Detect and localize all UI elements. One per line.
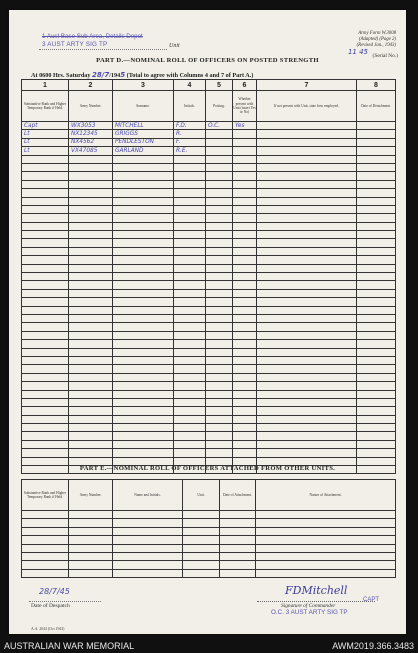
table-row <box>22 331 396 339</box>
table-cell <box>206 130 233 138</box>
table-row <box>22 373 396 381</box>
table-cell <box>233 147 257 155</box>
table-row <box>22 163 396 171</box>
table-row <box>22 281 396 289</box>
col-rank-header: Substantive Rank and Higher Temporary Rank if Held. <box>22 91 69 122</box>
serial-label: (Serial No.) <box>372 53 398 59</box>
table-cell <box>357 122 396 130</box>
table-row <box>22 544 396 552</box>
table-row <box>22 340 396 348</box>
col-initials-header: Initials. <box>174 91 206 122</box>
struck-depot-stamp: 1 Aust Base Sub Area, Details Depot <box>42 33 143 40</box>
table-row <box>22 424 396 432</box>
table-cell <box>257 147 357 155</box>
table-cell <box>233 130 257 138</box>
table-row <box>22 189 396 197</box>
column-number-row: 1 2 3 4 5 6 7 8 <box>22 80 396 91</box>
table-cell <box>257 138 357 146</box>
column-header-row <box>22 91 396 122</box>
table-cell: Capt <box>22 122 69 130</box>
col-detachment-header: Date of Detachment. <box>357 91 396 122</box>
table-row <box>22 155 396 163</box>
table-cell: NX4562 <box>69 138 113 146</box>
table-row <box>22 415 396 423</box>
table-row <box>22 440 396 448</box>
despatch-label: Date of Despatch <box>31 603 70 609</box>
table-row <box>22 323 396 331</box>
form-page <box>9 10 406 634</box>
part-e-title: PART E.—NOMINAL ROLL OF OFFICERS ATTACHED FROM OTHER UNITS. <box>79 465 336 472</box>
table-row <box>22 407 396 415</box>
table-row <box>22 552 396 560</box>
part-e-header-row: Substantive Rank and Higher Temporary Rank if Held. Army Number. Name and Initials. Unit. Date of Attachment. Nature of Attachment. <box>22 480 396 511</box>
table-cell: PENDLESTON <box>113 138 174 146</box>
col-army-number-header: Army Number. <box>69 91 113 122</box>
part-d-title: PART D.—NOMINAL ROLL OF OFFICERS ON POSTED STRENGTH <box>96 57 319 64</box>
table-cell: R. <box>174 130 206 138</box>
table-row <box>22 247 396 255</box>
table-row <box>22 356 396 364</box>
table-cell: NX12345 <box>69 130 113 138</box>
table-row <box>22 147 396 155</box>
table-row <box>22 449 396 457</box>
commander-signature: FDMitchell <box>285 584 348 597</box>
table-cell: F. <box>174 138 206 146</box>
table-row <box>22 138 396 146</box>
table-cell: F.D. <box>174 122 206 130</box>
table-row <box>22 365 396 373</box>
table-row <box>22 130 396 138</box>
date-handwritten: 28/7 <box>92 71 110 79</box>
table-row <box>22 222 396 230</box>
unit-stamp: 3 AUST ARTY SIG TP <box>42 41 108 48</box>
table-row <box>22 536 396 544</box>
table-row <box>22 511 396 519</box>
table-cell: Yes <box>233 122 257 130</box>
table-row <box>22 239 396 247</box>
table-cell <box>357 138 396 146</box>
table-cell <box>257 122 357 130</box>
print-reference: A.A. 2044 (Oct 1943) <box>31 627 65 631</box>
table-row <box>22 569 396 577</box>
col-employed-header: If not present with Unit, state how employed. <box>257 91 357 122</box>
table-row <box>22 205 396 213</box>
table-row <box>22 519 396 527</box>
watermark-left: AUSTRALIAN WAR MEMORIAL <box>4 641 135 651</box>
despatch-dotted-line <box>29 601 101 602</box>
table-cell: MITCHELL <box>113 122 174 130</box>
table-cell: Lt <box>22 147 69 155</box>
table-row <box>22 273 396 281</box>
table-row <box>22 390 396 398</box>
table-row <box>22 298 396 306</box>
table-cell: VX47085 <box>69 147 113 155</box>
table-row <box>22 382 396 390</box>
table-row <box>22 122 396 130</box>
oc-unit-stamp: O.C. 3 AUST ARTY SIG TP <box>271 609 348 616</box>
table-row <box>22 289 396 297</box>
table-row <box>22 264 396 272</box>
table-row <box>22 561 396 569</box>
table-row <box>22 314 396 322</box>
unit-label: Unit <box>169 43 180 49</box>
table-cell <box>357 130 396 138</box>
table-cell: GARLAND <box>113 147 174 155</box>
serial-number-handwritten: 11 45 <box>347 48 368 56</box>
col-surname-header: Surname. <box>113 91 174 122</box>
table-cell: GRIGGS <box>113 130 174 138</box>
table-row <box>22 197 396 205</box>
table-row <box>22 306 396 314</box>
part-d-table <box>21 79 396 474</box>
watermark-right: AWM2019.366.3483 <box>332 641 414 651</box>
table-cell: Lt <box>22 130 69 138</box>
form-number: Army Form W.3008 (Adapted) (Page 2) (Revised Jan., 1943) <box>356 31 396 48</box>
table-row <box>22 172 396 180</box>
table-row <box>22 527 396 535</box>
signature-label: Signature of Commander <box>281 603 336 609</box>
capt-stamp: CAPT <box>363 597 380 603</box>
table-cell: Lt <box>22 138 69 146</box>
part-d-rows <box>22 122 396 474</box>
part-e-table <box>21 479 396 578</box>
table-row <box>22 231 396 239</box>
table-cell <box>206 138 233 146</box>
table-row <box>22 432 396 440</box>
table-cell <box>233 138 257 146</box>
table-cell: R.E. <box>174 147 206 155</box>
strength-date-line: At 0600 Hrs. Saturday 28/7/1945 (Total to agree with Columns 4 and 7 of Part A.) <box>31 71 254 79</box>
table-row <box>22 214 396 222</box>
table-row <box>22 180 396 188</box>
table-cell: WX3053 <box>69 122 113 130</box>
signature-dotted-line <box>257 601 375 602</box>
part-e-rows <box>22 511 396 578</box>
table-cell: O.C. <box>206 122 233 130</box>
table-row <box>22 398 396 406</box>
table-cell <box>206 147 233 155</box>
table-cell <box>257 130 357 138</box>
col-posting-header: Posting. <box>206 91 233 122</box>
despatch-date-handwritten: 28/7/45 <box>39 587 70 596</box>
table-row <box>22 348 396 356</box>
table-row <box>22 256 396 264</box>
table-cell <box>357 147 396 155</box>
unit-dotted-line <box>39 49 167 50</box>
col-present-header: Whether present with Unit (insert Yes or No) <box>233 91 257 122</box>
